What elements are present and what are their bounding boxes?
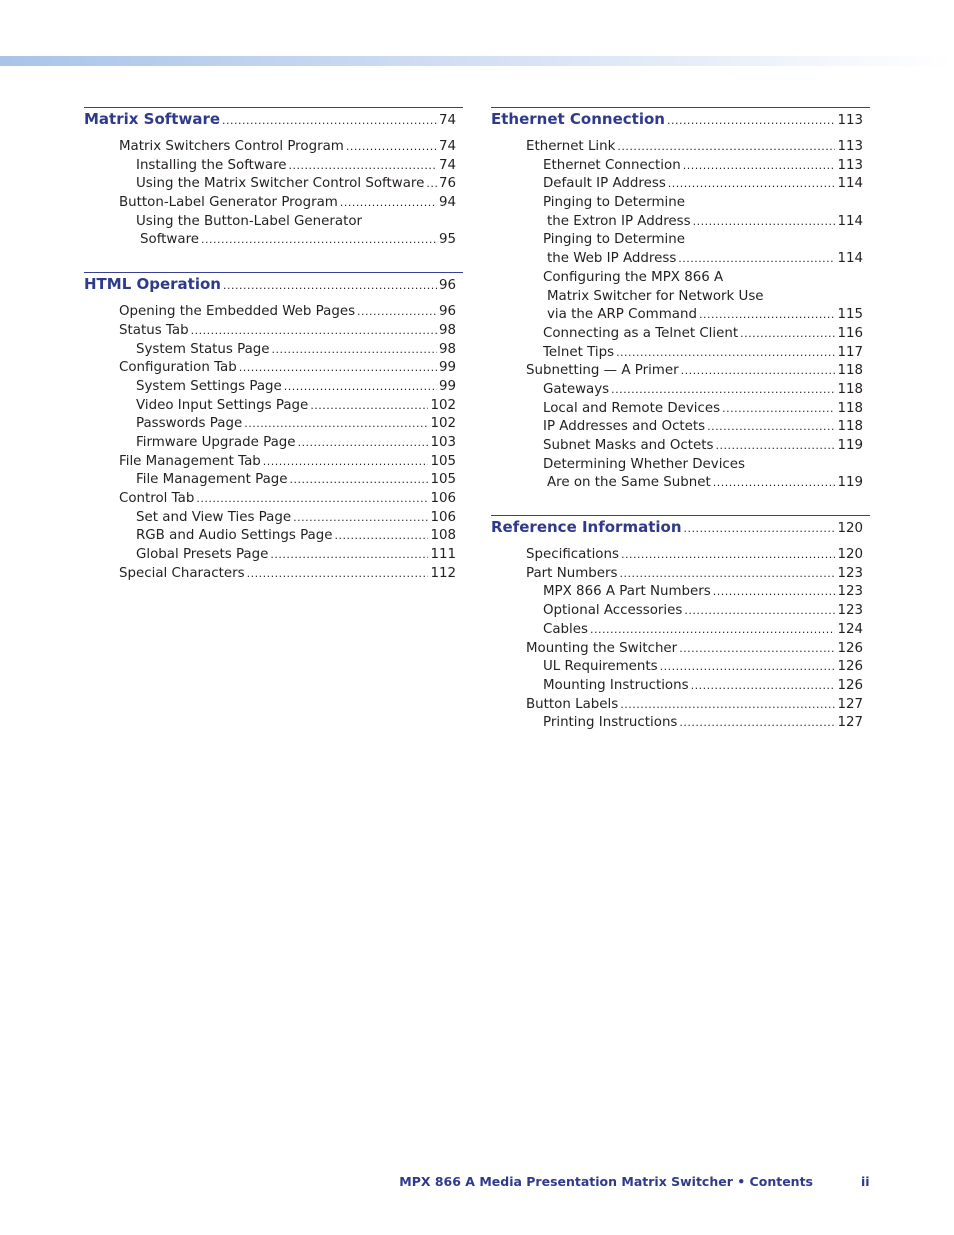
entry-page-number: 127 bbox=[837, 715, 863, 731]
entry-page-number: 113 bbox=[837, 139, 863, 154]
dot-leader bbox=[272, 341, 437, 360]
entry-title: the Extron IP Address bbox=[547, 213, 691, 229]
toc-entry[interactable] bbox=[491, 696, 870, 715]
dot-leader bbox=[684, 602, 835, 621]
entry-title: Video Input Settings Page bbox=[136, 397, 309, 413]
entry-page-number: 114 bbox=[837, 176, 863, 192]
entry-title: Determining Whether Devices bbox=[543, 456, 745, 472]
entry-page-number: 126 bbox=[837, 677, 863, 693]
toc-entry[interactable] bbox=[84, 322, 463, 341]
entry-page-number: 94 bbox=[438, 195, 456, 211]
toc-section bbox=[491, 107, 870, 493]
dot-leader bbox=[310, 397, 428, 416]
entry-title: Opening the Embedded Web Pages bbox=[119, 304, 356, 320]
entry-title: File Management Page bbox=[136, 472, 288, 488]
toc-entry[interactable] bbox=[491, 565, 870, 584]
entry-page-number: 96 bbox=[438, 304, 456, 320]
entry-title: Pinging to Determine bbox=[543, 195, 685, 211]
toc-entry[interactable] bbox=[84, 157, 463, 176]
header-gradient-bar bbox=[0, 56, 954, 66]
toc-section-heading[interactable] bbox=[491, 516, 870, 542]
dot-leader bbox=[679, 714, 835, 733]
toc-entry[interactable] bbox=[491, 344, 870, 363]
dot-leader bbox=[660, 658, 836, 677]
entry-title: RGB and Audio Settings Page bbox=[136, 528, 333, 544]
entry-title: IP Addresses and Octets bbox=[543, 419, 706, 435]
toc-entry[interactable] bbox=[491, 138, 870, 157]
dot-leader bbox=[335, 527, 429, 546]
toc-entry[interactable] bbox=[84, 175, 463, 194]
dot-leader bbox=[239, 359, 437, 378]
dot-leader bbox=[617, 138, 835, 157]
toc-entry[interactable] bbox=[491, 381, 870, 400]
dot-leader bbox=[684, 522, 836, 535]
dot-leader bbox=[247, 565, 429, 584]
toc-entry[interactable] bbox=[84, 546, 463, 565]
entry-title: Printing Instructions bbox=[543, 715, 678, 731]
toc-entry[interactable] bbox=[84, 359, 463, 378]
entry-page-number: 113 bbox=[837, 157, 863, 173]
toc-entry[interactable] bbox=[84, 231, 463, 250]
toc-entry[interactable] bbox=[491, 175, 870, 194]
toc-entry[interactable] bbox=[491, 362, 870, 381]
toc-entry[interactable] bbox=[491, 714, 870, 733]
entry-title: Specifications bbox=[526, 547, 619, 563]
entry-title: Cables bbox=[543, 621, 588, 637]
entry-title: Ethernet Link bbox=[526, 139, 616, 154]
toc-entry[interactable] bbox=[84, 471, 463, 490]
dot-leader bbox=[713, 583, 836, 602]
footer-page-number: ii bbox=[861, 1174, 870, 1189]
dot-leader bbox=[667, 114, 835, 127]
toc-entry[interactable] bbox=[491, 658, 870, 677]
dot-leader bbox=[740, 325, 835, 344]
entry-page-number: 106 bbox=[430, 491, 456, 506]
toc-entry[interactable] bbox=[491, 677, 870, 696]
dot-leader bbox=[284, 378, 437, 397]
toc-entry[interactable] bbox=[491, 456, 870, 475]
toc-entry[interactable] bbox=[84, 490, 463, 509]
section-page-number: 96 bbox=[438, 278, 456, 294]
entry-title: Gateways bbox=[543, 381, 610, 397]
dot-leader bbox=[290, 471, 429, 490]
entry-page-number: 114 bbox=[837, 213, 863, 229]
toc-entry[interactable] bbox=[491, 640, 870, 659]
dot-leader bbox=[270, 546, 428, 565]
toc-entry[interactable] bbox=[84, 397, 463, 416]
dot-leader bbox=[621, 546, 835, 565]
toc-entry[interactable] bbox=[84, 341, 463, 360]
section-page-number: 120 bbox=[837, 521, 863, 537]
toc-section bbox=[84, 272, 463, 583]
section-title: Matrix Software bbox=[84, 110, 221, 128]
toc-entry[interactable] bbox=[491, 437, 870, 456]
entry-title: Subnetting — A Primer bbox=[526, 363, 679, 379]
dot-leader bbox=[691, 677, 836, 696]
toc-entry[interactable] bbox=[491, 231, 870, 250]
toc-column-left bbox=[84, 107, 463, 605]
entry-page-number: 74 bbox=[438, 139, 456, 154]
toc-entry[interactable] bbox=[84, 138, 463, 157]
dot-leader bbox=[693, 213, 836, 232]
toc-entry[interactable] bbox=[84, 527, 463, 546]
entry-title: Pinging to Determine bbox=[543, 232, 685, 248]
entry-title: Control Tab bbox=[119, 491, 195, 506]
toc-entry[interactable] bbox=[491, 288, 870, 307]
entry-page-number: 118 bbox=[837, 381, 863, 397]
entry-title: Installing the Software bbox=[136, 157, 287, 173]
dot-leader bbox=[707, 418, 835, 437]
toc-section-heading[interactable] bbox=[491, 108, 870, 134]
dot-leader bbox=[346, 138, 437, 157]
dot-leader bbox=[620, 696, 835, 715]
entry-title: System Settings Page bbox=[136, 378, 282, 394]
dot-leader bbox=[699, 306, 835, 325]
entry-page-number: 123 bbox=[837, 584, 863, 600]
entry-page-number: 74 bbox=[438, 157, 456, 173]
toc-entry[interactable] bbox=[84, 303, 463, 322]
toc-section bbox=[84, 107, 463, 250]
dot-leader bbox=[616, 344, 835, 363]
entry-title: Button-Label Generator Program bbox=[119, 195, 338, 211]
entry-title: Configuration Tab bbox=[119, 360, 237, 376]
entry-title: Are on the Same Subnet bbox=[547, 475, 711, 491]
entry-page-number: 117 bbox=[837, 344, 863, 360]
toc-entry[interactable] bbox=[491, 621, 870, 640]
entry-title: File Management Tab bbox=[119, 453, 261, 469]
dot-leader bbox=[619, 565, 835, 584]
section-title: Reference Information bbox=[491, 518, 682, 537]
entry-title: Firmware Upgrade Page bbox=[136, 434, 296, 450]
dot-leader bbox=[293, 509, 428, 528]
entry-title: Mounting the Switcher bbox=[526, 640, 678, 656]
toc-entry[interactable] bbox=[491, 194, 870, 213]
dot-leader bbox=[191, 322, 437, 341]
toc-entry[interactable] bbox=[491, 325, 870, 344]
entry-page-number: 112 bbox=[430, 565, 456, 581]
toc-entry[interactable] bbox=[491, 583, 870, 602]
dot-leader bbox=[716, 437, 836, 456]
toc-entry[interactable] bbox=[491, 306, 870, 325]
entry-page-number: 95 bbox=[438, 232, 456, 248]
toc-entry[interactable] bbox=[84, 415, 463, 434]
entry-title: via the ARP Command bbox=[547, 307, 697, 323]
toc-entry[interactable] bbox=[491, 546, 870, 565]
toc-entry[interactable] bbox=[84, 453, 463, 472]
entry-page-number: 98 bbox=[438, 322, 456, 338]
entry-title: Configuring the MPX 866 A bbox=[543, 269, 724, 285]
entry-page-number: 119 bbox=[837, 475, 863, 491]
entry-page-number: 124 bbox=[837, 621, 863, 637]
dot-leader bbox=[222, 114, 437, 127]
dot-leader bbox=[681, 362, 836, 381]
entry-title: the Web IP Address bbox=[547, 251, 677, 267]
dot-leader bbox=[678, 250, 835, 269]
dot-leader bbox=[289, 157, 437, 176]
entry-page-number: 123 bbox=[837, 565, 863, 581]
dot-leader bbox=[590, 621, 835, 640]
entry-title: Status Tab bbox=[119, 322, 189, 338]
entry-page-number: 105 bbox=[430, 472, 456, 488]
toc-entry[interactable] bbox=[491, 474, 870, 493]
section-page-number: 113 bbox=[837, 113, 863, 128]
entry-page-number: 118 bbox=[837, 400, 863, 416]
entry-title: Mounting Instructions bbox=[543, 677, 689, 693]
entry-title: Matrix Switchers Control Program bbox=[119, 139, 344, 154]
entry-page-number: 102 bbox=[430, 397, 456, 413]
entry-title: Matrix Switcher for Network Use bbox=[547, 288, 764, 304]
toc-column-right bbox=[491, 107, 870, 755]
entry-page-number: 118 bbox=[837, 363, 863, 379]
entry-page-number: 126 bbox=[837, 659, 863, 675]
entry-title: Button Labels bbox=[526, 696, 619, 712]
entry-title: Set and View Ties Page bbox=[136, 509, 292, 525]
toc-entry[interactable] bbox=[491, 602, 870, 621]
toc-entry[interactable] bbox=[491, 213, 870, 232]
footer-title: MPX 866 A Media Presentation Matrix Switcher • Contents bbox=[399, 1174, 813, 1189]
entry-page-number: 76 bbox=[438, 176, 456, 192]
entry-title: Software bbox=[140, 232, 200, 248]
entry-title: Part Numbers bbox=[526, 565, 618, 581]
entry-page-number: 127 bbox=[837, 696, 863, 712]
dot-leader bbox=[611, 381, 835, 400]
entry-page-number: 118 bbox=[837, 419, 863, 435]
entry-title: Default IP Address bbox=[543, 176, 666, 192]
toc-entry[interactable] bbox=[84, 434, 463, 453]
toc-entry[interactable] bbox=[84, 509, 463, 528]
dot-leader bbox=[722, 400, 835, 419]
entry-title: System Status Page bbox=[136, 341, 270, 357]
entry-page-number: 120 bbox=[837, 547, 863, 563]
entry-title: Optional Accessories bbox=[543, 603, 683, 619]
section-title: Ethernet Connection bbox=[491, 110, 665, 128]
toc-entry[interactable] bbox=[84, 213, 463, 232]
entry-title: Connecting as a Telnet Client bbox=[543, 325, 739, 341]
toc-entry[interactable] bbox=[491, 157, 870, 176]
dot-leader bbox=[713, 474, 836, 493]
entry-page-number: 111 bbox=[430, 547, 456, 563]
toc-entry[interactable] bbox=[84, 378, 463, 397]
dot-leader bbox=[201, 231, 437, 250]
page-footer bbox=[0, 1174, 954, 1192]
entry-page-number: 103 bbox=[430, 434, 456, 450]
dot-leader bbox=[668, 175, 836, 194]
entry-page-number: 105 bbox=[430, 453, 456, 469]
dot-leader bbox=[223, 279, 437, 292]
toc-section-heading[interactable] bbox=[84, 273, 463, 299]
toc-entry[interactable] bbox=[84, 194, 463, 213]
entry-title: Subnet Masks and Octets bbox=[543, 438, 714, 453]
entry-title: Using the Button-Label Generator bbox=[136, 213, 363, 229]
toc-entry[interactable] bbox=[491, 418, 870, 437]
toc-entry[interactable] bbox=[491, 250, 870, 269]
entry-page-number: 126 bbox=[837, 640, 863, 656]
section-page-number: 74 bbox=[438, 113, 456, 128]
entry-title: Global Presets Page bbox=[136, 547, 269, 563]
section-title: HTML Operation bbox=[84, 275, 221, 294]
entry-title: Passwords Page bbox=[136, 416, 243, 432]
entry-page-number: 108 bbox=[430, 528, 456, 544]
entry-page-number: 115 bbox=[837, 307, 863, 323]
dot-leader bbox=[196, 490, 428, 509]
dot-leader bbox=[263, 453, 429, 472]
toc-section-heading[interactable] bbox=[84, 108, 463, 134]
entry-page-number: 102 bbox=[430, 416, 456, 432]
entry-title: UL Requirements bbox=[543, 659, 658, 675]
entry-page-number: 116 bbox=[837, 325, 863, 341]
entry-page-number: 106 bbox=[430, 509, 456, 525]
entry-page-number: 114 bbox=[837, 251, 863, 267]
dot-leader bbox=[679, 640, 835, 659]
entry-page-number: 123 bbox=[837, 603, 863, 619]
entry-page-number: 98 bbox=[438, 341, 456, 357]
entry-title: MPX 866 A Part Numbers bbox=[543, 584, 711, 600]
dot-leader bbox=[357, 303, 437, 322]
toc-entry[interactable] bbox=[491, 400, 870, 419]
toc-entry[interactable] bbox=[491, 269, 870, 288]
dot-leader bbox=[683, 157, 836, 176]
entry-title: Local and Remote Devices bbox=[543, 400, 721, 416]
toc-section bbox=[491, 515, 870, 733]
entry-page-number: 99 bbox=[438, 378, 456, 394]
entry-title: Special Characters bbox=[119, 565, 245, 581]
entry-title: Ethernet Connection bbox=[543, 157, 681, 173]
entry-page-number: 99 bbox=[438, 360, 456, 376]
dot-leader bbox=[426, 175, 437, 194]
dot-leader bbox=[298, 434, 429, 453]
dot-leader bbox=[340, 194, 437, 213]
entry-page-number: 119 bbox=[837, 438, 863, 453]
dot-leader bbox=[244, 415, 428, 434]
toc-entry[interactable] bbox=[84, 565, 463, 584]
entry-title: Telnet Tips bbox=[543, 344, 615, 360]
entry-title: Using the Matrix Switcher Control Software bbox=[136, 176, 425, 192]
